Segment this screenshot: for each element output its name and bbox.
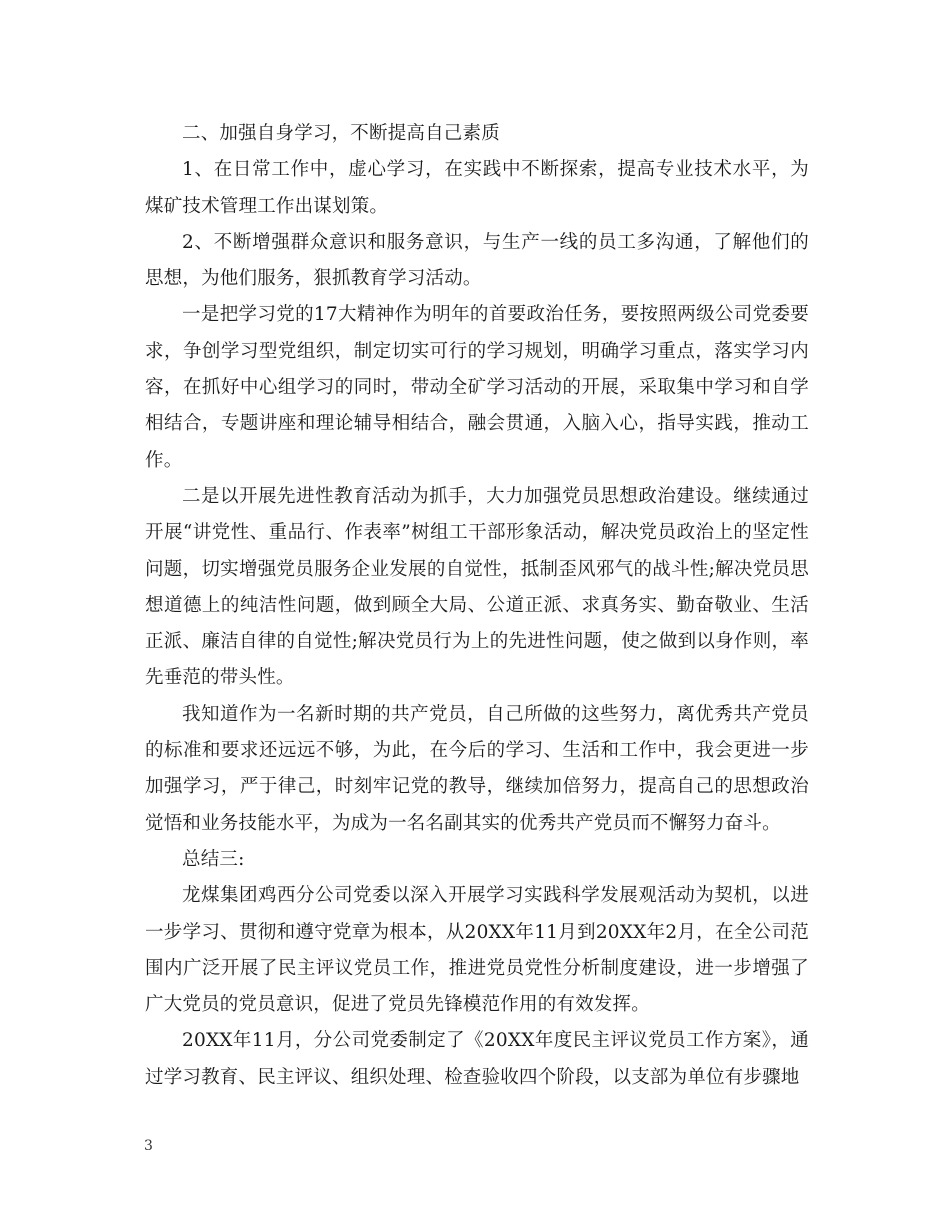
paragraph-second-point: 二是以开展先进性教育活动为抓手，大力加强党员思想政治建设。继续通过开展“讲党性、重品行、作表率”树组工干部形象活动，解决党员政治上的坚定性问题，切实增强党员服务企业发展的自觉性，抵制歪风邪气的战斗性;解决党员思想道德上的纯洁性问题，做到顾全大局、公道正派、求真务实、勤奋敬业、生活正派、廉洁自律的自觉性;解决党员行为上的先进性问题，使之做到以身作则，率先垂范的带头性。 — [145, 485, 809, 689]
paragraph-first-point: 一是把学习党的17大精神作为明年的首要政治任务，要按照两级公司党委要求，争创学习型党组织，制定切实可行的学习规划，明确学习重点，落实学习内容，在抓好中心组学习的同时，带动全矿学习活动的开展，采取集中学习和自学相结合，专题讲座和理论辅导相结合，融会贯通，入脑入心，指导实践，推动工作。 — [145, 304, 809, 471]
paragraph-item-1: 1、在日常工作中，虚心学习，在实践中不断探索，提高专业技术水平，为煤矿技术管理工作出谋划策。 — [145, 159, 809, 217]
page-number: 3 — [144, 1138, 153, 1154]
paragraph-conclusion: 我知道作为一名新时期的共产党员，自己所做的这些努力，离优秀共产党员的标准和要求还远远不够，为此，在今后的学习、生活和工作中，我会更进一步加强学习，严于律己，时刻牢记党的教导，继续加倍努力，提高自己的思想政治觉悟和业务技能水平，为成为一名名副其实的优秀共产党员而不懈努力奋斗。 — [145, 703, 809, 834]
paragraph-summary-detail: 20XX年11月，分公司党委制定了《20XX年度民主评议党员工作方案》，通过学习教育、民主评议、组织处理、检查验收四个阶段，以支部为单位有步骤地 — [145, 1030, 809, 1088]
paragraph-summary-intro: 龙煤集团鸡西分公司党委以深入开展学习实践科学发展观活动为契机，以进一步学习、贯彻和遵守党章为根本，从20XX年11月到20XX年2月，在全公司范围内广泛开展了民主评议党员工作，推进党员党性分析制度建设，进一步增强了广大党员的党员意识，促进了党员先锋模范作用的有效发挥。 — [145, 885, 809, 1016]
section-heading-summary-3: 总结三: — [182, 848, 245, 870]
paragraph-item-2: 2、不断增强群众意识和服务意识，与生产一线的员工多沟通，了解他们的思想，为他们服务，狠抓教育学习活动。 — [145, 231, 809, 290]
paragraph-heading-2: 二、加强自身学习，不断提高自己素质 — [182, 123, 500, 144]
document-body — [145, 116, 809, 1096]
